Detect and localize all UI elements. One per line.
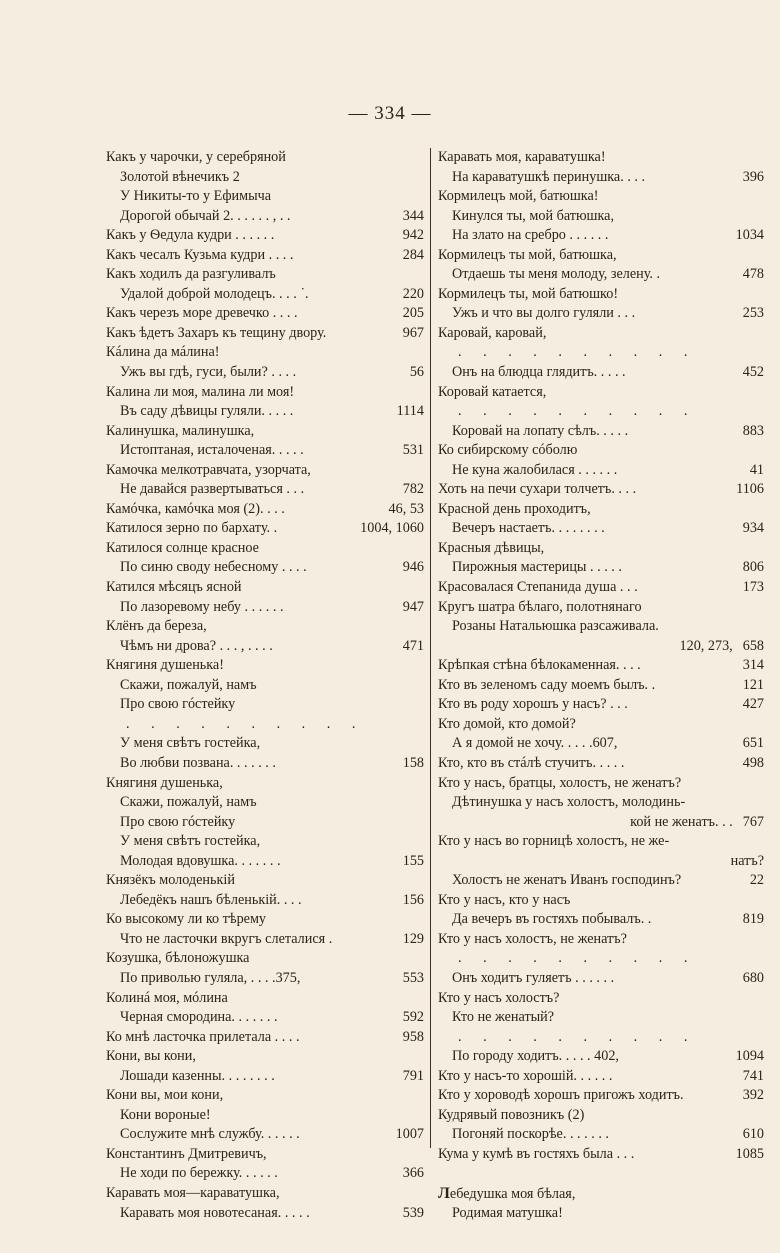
index-entry bbox=[106, 1047, 424, 1067]
entry-text: Козушка, бѣлоножушка bbox=[106, 950, 250, 967]
page-reference: 819 bbox=[742, 911, 764, 928]
index-entry bbox=[438, 715, 764, 735]
index-entry bbox=[106, 343, 424, 363]
entry-text: Кто у насъ холостъ? bbox=[438, 989, 560, 1006]
index-entry bbox=[438, 852, 764, 872]
index-entry bbox=[106, 871, 424, 891]
page-reference: 942 bbox=[402, 227, 424, 244]
ellipsis-row: . . . . . . . . . . bbox=[126, 715, 365, 732]
entry-text: Чѣмъ ни дрова? . . . , . . . . bbox=[120, 637, 273, 654]
index-entry bbox=[438, 500, 764, 520]
entry-text: Кто у насъ во горницѣ холостъ, не же- bbox=[438, 833, 670, 850]
index-entry bbox=[106, 676, 424, 696]
entry-text: Какъ у чарочки, у серебряной bbox=[106, 149, 286, 165]
index-entry bbox=[106, 304, 424, 324]
page-reference: 366 bbox=[402, 1165, 424, 1182]
entry-text: Дорогой обычай 2. . . . . . , . . bbox=[120, 207, 291, 224]
entry-text: Крѣпкая стѣна бѣлокаменная. . . . bbox=[438, 657, 641, 674]
index-entry bbox=[438, 168, 764, 188]
index-entry bbox=[106, 813, 424, 833]
entry-text: Катился мѣсяцъ ясной bbox=[106, 579, 242, 596]
page-reference: 1034 bbox=[735, 227, 764, 244]
index-entry bbox=[438, 617, 764, 637]
index-column-left bbox=[106, 148, 424, 1223]
page-reference: 883 bbox=[742, 422, 764, 439]
index-entry bbox=[438, 1067, 764, 1087]
index-entry bbox=[438, 383, 764, 403]
index-entry bbox=[438, 930, 764, 950]
index-entry bbox=[106, 617, 424, 637]
index-entry bbox=[438, 774, 764, 794]
index-entry bbox=[106, 226, 424, 246]
entry-text: Какъ у Ѳедула кудри . . . . . . bbox=[106, 227, 275, 244]
index-entry bbox=[106, 715, 424, 735]
index-entry bbox=[106, 832, 424, 852]
index-entry bbox=[106, 578, 424, 598]
index-entry bbox=[106, 637, 424, 657]
entry-text: Камочка мелкотравчата, узорчата, bbox=[106, 461, 311, 478]
entry-text: Кто, кто въ стáлѣ стучитъ. . . . . bbox=[438, 754, 625, 771]
entry-text: Красной день проходитъ, bbox=[438, 500, 591, 517]
entry-text: Вечеръ настаетъ. . . . . . . . bbox=[452, 520, 605, 537]
index-entry bbox=[106, 989, 424, 1009]
index-entry bbox=[106, 285, 424, 305]
entry-text: Константинъ Дмитревичъ, bbox=[106, 1145, 267, 1162]
index-entry bbox=[438, 1145, 764, 1165]
page-reference: 314 bbox=[742, 657, 764, 674]
page-reference: 958 bbox=[402, 1028, 424, 1045]
index-entry bbox=[438, 598, 764, 618]
index-entry bbox=[438, 148, 764, 168]
page-reference: 680 bbox=[742, 969, 764, 986]
entry-text: Красовалася Степанида душа . . . bbox=[438, 579, 638, 596]
index-entry bbox=[438, 461, 764, 481]
entry-text: Кто домой, кто домой? bbox=[438, 715, 576, 732]
ellipsis-row: . . . . . . . . . . bbox=[458, 403, 697, 420]
entry-text: кой не женатъ. . . bbox=[630, 813, 733, 830]
page-reference: 592 bbox=[402, 1009, 424, 1026]
entry-text: Лошади казенны. . . . . . . . bbox=[120, 1067, 275, 1084]
entry-text: Лебедушка моя бѣлая, bbox=[438, 1184, 576, 1202]
page-reference: 173 bbox=[742, 579, 764, 596]
entry-text: Во любви позвана. . . . . . . bbox=[120, 754, 276, 771]
page-reference: 478 bbox=[742, 266, 764, 283]
entry-text: Кони вороные! bbox=[120, 1106, 211, 1123]
index-entry bbox=[106, 969, 424, 989]
page-reference: 1007 bbox=[395, 1126, 424, 1143]
index-entry bbox=[106, 383, 424, 403]
index-entry bbox=[106, 500, 424, 520]
index-entry bbox=[438, 285, 764, 305]
index-entry bbox=[106, 1184, 424, 1204]
page-reference: 471 bbox=[402, 637, 424, 654]
entry-text: Княгиня душенька! bbox=[106, 657, 224, 674]
page-reference: 121 bbox=[742, 676, 764, 693]
entry-text: Князёкъ молоденькій bbox=[106, 872, 235, 889]
page-reference: 767 bbox=[742, 813, 764, 830]
entry-text: Коровай на лопату сѣлъ. . . . . bbox=[452, 422, 629, 439]
index-entry bbox=[438, 891, 764, 911]
page-reference: 452 bbox=[742, 364, 764, 381]
index-entry bbox=[106, 793, 424, 813]
entry-text: Черная смородина. . . . . . . bbox=[120, 1009, 278, 1026]
index-entry bbox=[106, 734, 424, 754]
index-entry bbox=[438, 734, 764, 754]
page-reference: 253 bbox=[742, 305, 764, 322]
index-entry bbox=[438, 246, 764, 266]
entry-text: Не куна жалобилася . . . . . . bbox=[452, 461, 618, 478]
index-entry bbox=[438, 1184, 764, 1204]
page-reference: 531 bbox=[402, 442, 424, 459]
entry-text: Ужъ и что вы долго гуляли . . . bbox=[452, 305, 636, 322]
entry-text: Коровай катается, bbox=[438, 383, 547, 400]
page-reference: 205 bbox=[402, 305, 424, 322]
index-entry bbox=[438, 910, 764, 930]
entry-text: Колинá моя, мóлина bbox=[106, 989, 228, 1006]
entry-text: Какъ чесалъ Кузьма кудри . . . . bbox=[106, 246, 294, 263]
index-entry bbox=[106, 1164, 424, 1184]
entry-text: Кто въ зеленомъ саду моемъ былъ. . bbox=[438, 676, 656, 693]
page-reference: 1085 bbox=[735, 1145, 764, 1162]
index-entry bbox=[106, 852, 424, 872]
page-reference: 741 bbox=[742, 1067, 764, 1084]
index-entry bbox=[438, 656, 764, 676]
page-reference: 553 bbox=[402, 969, 424, 986]
index-entry bbox=[106, 656, 424, 676]
index-entry bbox=[438, 1086, 764, 1106]
index-entry bbox=[438, 754, 764, 774]
entry-text: Кто у насъ-то хорошій. . . . . . bbox=[438, 1067, 613, 1084]
page-reference: 155 bbox=[402, 852, 424, 869]
index-entry bbox=[438, 637, 764, 657]
page-reference: 651 bbox=[742, 735, 764, 752]
index-entry bbox=[106, 754, 424, 774]
index-entry bbox=[106, 949, 424, 969]
page-reference: 46, 53 bbox=[388, 500, 424, 517]
entry-text: Погоняй поскорѣе. . . . . . . bbox=[452, 1126, 609, 1143]
entry-text: Кудрявый повозникъ (2) bbox=[438, 1106, 585, 1123]
index-entry bbox=[438, 519, 764, 539]
entry-text: Кума у кумѣ въ гостяхъ была . . . bbox=[438, 1145, 635, 1162]
page-reference: 806 bbox=[742, 559, 764, 576]
entry-text: Пирожныя мастерицы . . . . . bbox=[452, 559, 622, 576]
index-entry bbox=[106, 774, 424, 794]
index-entry bbox=[438, 187, 764, 207]
index-entry bbox=[438, 207, 764, 227]
entry-text: Какъ черезъ море древечко . . . . bbox=[106, 305, 298, 322]
index-entry bbox=[106, 930, 424, 950]
entry-text: Онъ ходитъ гуляетъ . . . . . . bbox=[452, 969, 615, 986]
entry-text: Ко сибирскому сóболю bbox=[438, 442, 578, 459]
blank-line bbox=[438, 1164, 764, 1184]
entry-text: Камóчка, камóчка моя (2). . . . bbox=[106, 500, 285, 517]
index-entry bbox=[438, 1047, 764, 1067]
entry-text: Кормилецъ ты, мой батюшко! bbox=[438, 285, 619, 302]
page-reference: 158 bbox=[402, 754, 424, 771]
entry-text: Кто у насъ холостъ, не женатъ? bbox=[438, 930, 627, 947]
index-entry bbox=[438, 1204, 764, 1224]
index-entry bbox=[438, 578, 764, 598]
index-entry bbox=[106, 187, 424, 207]
index-entry bbox=[106, 1125, 424, 1145]
entry-text: Какъ ѣдетъ Захаръ къ тещину двору. bbox=[106, 324, 327, 341]
index-entry bbox=[106, 324, 424, 344]
index-entry bbox=[106, 148, 424, 168]
page-reference: 946 bbox=[402, 559, 424, 576]
index-entry bbox=[438, 480, 764, 500]
page-reference: 156 bbox=[402, 891, 424, 908]
index-entry bbox=[438, 1125, 764, 1145]
page-reference: 1114 bbox=[396, 403, 424, 420]
index-entry bbox=[438, 871, 764, 891]
entry-text: Молодая вдовушка. . . . . . . bbox=[120, 852, 281, 869]
entry-text: Каравать моя—караватушка, bbox=[106, 1184, 280, 1201]
entry-text: Да вечеръ въ гостяхъ побывалъ. . bbox=[452, 911, 652, 928]
index-entry bbox=[438, 539, 764, 559]
entry-text: Ко высокому ли ко тѣрему bbox=[106, 911, 267, 928]
page-reference: 539 bbox=[402, 1204, 424, 1221]
entry-text: Кто у насъ, кто у насъ bbox=[438, 891, 571, 908]
index-entry bbox=[438, 304, 764, 324]
entry-text: У Никиты-то у Ефимыча bbox=[120, 188, 272, 205]
entry-text: Дѣтинушка у насъ холостъ, молодинь- bbox=[452, 794, 686, 811]
index-entry bbox=[438, 969, 764, 989]
entry-text: натъ? bbox=[730, 852, 764, 869]
index-entry bbox=[106, 598, 424, 618]
entry-text: На злато на сребро . . . . . . bbox=[452, 227, 609, 244]
index-entry bbox=[438, 558, 764, 578]
index-entry bbox=[106, 402, 424, 422]
index-entry bbox=[438, 989, 764, 1009]
entry-text: Холостъ не женатъ Иванъ господинъ? bbox=[452, 872, 682, 889]
entry-text: Кони вы, мои кони, bbox=[106, 1087, 224, 1104]
entry-text: На караватушкѣ перинушка. . . . bbox=[452, 168, 646, 185]
entry-text: Лебедёкъ нашъ бѣленькій. . . . bbox=[120, 891, 302, 908]
entry-text: Каравать моя новотесаная. . . . . bbox=[120, 1204, 310, 1221]
entry-text: Про свою гóстейку bbox=[120, 696, 236, 713]
entry-text: У меня свѣтъ гостейка, bbox=[120, 735, 261, 752]
index-entry bbox=[106, 539, 424, 559]
index-entry bbox=[438, 1008, 764, 1028]
entry-text: Въ саду дѣвицы гуляли. . . . . bbox=[120, 403, 294, 420]
entry-text: Катилося зерно по бархату. . bbox=[106, 520, 278, 537]
page-reference: 791 bbox=[402, 1067, 424, 1084]
index-entry bbox=[438, 422, 764, 442]
index-entry bbox=[106, 246, 424, 266]
entry-text: Кормилецъ мой, батюшка! bbox=[438, 188, 599, 205]
entry-text: Кáлина да мáлина! bbox=[106, 344, 220, 361]
index-entry bbox=[106, 1067, 424, 1087]
entry-text: Родимая матушка! bbox=[452, 1204, 563, 1221]
page-reference: 934 bbox=[742, 520, 764, 537]
entry-text: Ужъ вы гдѣ, гуси, были? . . . . bbox=[120, 364, 297, 381]
page-reference: 396 bbox=[742, 168, 764, 185]
entry-text: Отдаешь ты меня молоду, зелену. . bbox=[452, 266, 661, 283]
index-entry bbox=[106, 558, 424, 578]
index-entry bbox=[438, 363, 764, 383]
ellipsis-row: . . . . . . . . . . bbox=[458, 344, 697, 361]
index-entry bbox=[106, 519, 424, 539]
entry-text: По синю своду небесному . . . . bbox=[120, 559, 307, 576]
index-entry bbox=[438, 265, 764, 285]
page-reference: 967 bbox=[402, 324, 424, 341]
index-entry bbox=[106, 910, 424, 930]
page-reference: 41 bbox=[749, 461, 764, 478]
page-reference: 782 bbox=[402, 481, 424, 498]
entry-text: Княгиня душенька, bbox=[106, 774, 223, 791]
index-entry bbox=[106, 168, 424, 188]
index-entry bbox=[438, 813, 764, 833]
index-entry bbox=[106, 207, 424, 227]
entry-text: Каравать моя, караватушка! bbox=[438, 149, 606, 165]
page-reference: 392 bbox=[742, 1087, 764, 1104]
page-reference: 1094 bbox=[735, 1048, 764, 1065]
index-entry bbox=[438, 1106, 764, 1126]
index-entry bbox=[438, 343, 764, 363]
entry-text: Золотой вѣнечикъ 2 bbox=[120, 168, 240, 185]
index-entry bbox=[106, 422, 424, 442]
entry-text: Розаны Натальюшка разсаживала. bbox=[452, 618, 659, 635]
entry-text: Истоптаная, исталоченая. . . . . bbox=[120, 442, 304, 459]
index-column-right bbox=[438, 148, 764, 1223]
index-entry bbox=[106, 1204, 424, 1224]
page-reference: 1004, 1060 bbox=[360, 520, 424, 537]
index-entry bbox=[106, 1008, 424, 1028]
index-entry bbox=[106, 1145, 424, 1165]
index-entry bbox=[438, 793, 764, 813]
entry-text: У меня свѣтъ гостейка, bbox=[120, 833, 261, 850]
ellipsis-row: . . . . . . . . . . bbox=[458, 1028, 697, 1045]
entry-text: Что не ласточки вкругъ слеталися . bbox=[120, 930, 333, 947]
entry-text: Онъ на блюдца глядитъ. . . . . bbox=[452, 364, 626, 381]
entry-text: Удалой доброй молодецъ. . . . ˙. bbox=[120, 285, 309, 302]
entry-text: Кто въ роду хорошъ у насъ? . . . bbox=[438, 696, 628, 713]
page-reference: 1106 bbox=[736, 481, 764, 498]
page-reference: 344 bbox=[402, 207, 424, 224]
index-entry bbox=[438, 324, 764, 344]
index-entry bbox=[438, 441, 764, 461]
index-entry bbox=[106, 1086, 424, 1106]
index-entry bbox=[438, 695, 764, 715]
entry-text: Скажи, пожалуй, намъ bbox=[120, 794, 257, 811]
index-entry bbox=[106, 1028, 424, 1048]
page-reference: 427 bbox=[742, 696, 764, 713]
index-entry bbox=[438, 1028, 764, 1048]
index-entry bbox=[438, 402, 764, 422]
index-entry bbox=[438, 949, 764, 969]
entry-text: По приволью гуляла, . . . .375, bbox=[120, 969, 301, 986]
entry-text: По городу ходитъ. . . . . 402, bbox=[452, 1048, 619, 1065]
section-initial: Л bbox=[438, 1184, 450, 1202]
entry-text: Не ходи по бережку. . . . . . bbox=[120, 1165, 278, 1182]
index-entry bbox=[106, 891, 424, 911]
entry-text: Кто у хороводѣ хорошъ пригожъ ходитъ. bbox=[438, 1087, 684, 1104]
entry-text: Кормилецъ ты мой, батюшка, bbox=[438, 246, 617, 263]
page-reference: 284 bbox=[402, 246, 424, 263]
page-reference: 56 bbox=[409, 364, 424, 381]
entry-text: 120, 273, bbox=[679, 637, 733, 654]
page-reference: 22 bbox=[749, 872, 764, 889]
ellipsis-row: . . . . . . . . . . bbox=[458, 950, 697, 967]
entry-text: Кругъ шатра бѣлаго, полотнянаго bbox=[438, 598, 642, 615]
column-divider bbox=[430, 148, 431, 1148]
entry-text: Кто не женатый? bbox=[452, 1009, 555, 1026]
entry-text: Красныя дѣвицы, bbox=[438, 539, 545, 556]
index-entry bbox=[106, 461, 424, 481]
entry-text: Кони, вы кони, bbox=[106, 1048, 196, 1065]
page-reference: 498 bbox=[742, 754, 764, 771]
page-reference: 947 bbox=[402, 598, 424, 615]
entry-text: Каровай, каровай, bbox=[438, 324, 547, 341]
entry-text: Какъ ходилъ да разгуливалъ bbox=[106, 266, 276, 283]
entry-text: Кто у насъ, братцы, холостъ, не женатъ? bbox=[438, 774, 682, 791]
entry-text: Про свою гóстейку bbox=[120, 813, 236, 830]
page-number: — 334 — bbox=[348, 103, 432, 124]
index-entry bbox=[106, 441, 424, 461]
index-entry bbox=[438, 832, 764, 852]
index-entry bbox=[106, 480, 424, 500]
entry-text: Не давайся развертываться . . . bbox=[120, 481, 305, 498]
entry-text: Хоть на печи сухари толчетъ. . . . bbox=[438, 481, 637, 498]
entry-text: Сослужите мнѣ службу. . . . . . bbox=[120, 1126, 300, 1143]
page-reference: 658 bbox=[742, 637, 764, 654]
page-reference: 220 bbox=[402, 285, 424, 302]
index-entry bbox=[438, 676, 764, 696]
entry-text: Кинулся ты, мой батюшка, bbox=[452, 207, 614, 224]
entry-text: По лазоревому небу . . . . . . bbox=[120, 598, 284, 615]
entry-text: Клёнъ да береза, bbox=[106, 618, 207, 635]
index-entry bbox=[438, 226, 764, 246]
index-entry bbox=[106, 695, 424, 715]
index-entry bbox=[106, 1106, 424, 1126]
entry-text: А я домой не хочу. . . . .607, bbox=[452, 735, 618, 752]
index-entry bbox=[106, 265, 424, 285]
page-reference: 610 bbox=[742, 1126, 764, 1143]
entry-text: Скажи, пожалуй, намъ bbox=[120, 676, 257, 693]
entry-text: Калина ли моя, малина ли моя! bbox=[106, 383, 295, 400]
entry-text: Ко мнѣ ласточка прилетала . . . . bbox=[106, 1028, 300, 1045]
entry-text: Калинушка, малинушка, bbox=[106, 422, 255, 439]
index-entry bbox=[106, 363, 424, 383]
page-reference: 129 bbox=[402, 930, 424, 947]
entry-text: Катилося солнце красное bbox=[106, 539, 259, 556]
